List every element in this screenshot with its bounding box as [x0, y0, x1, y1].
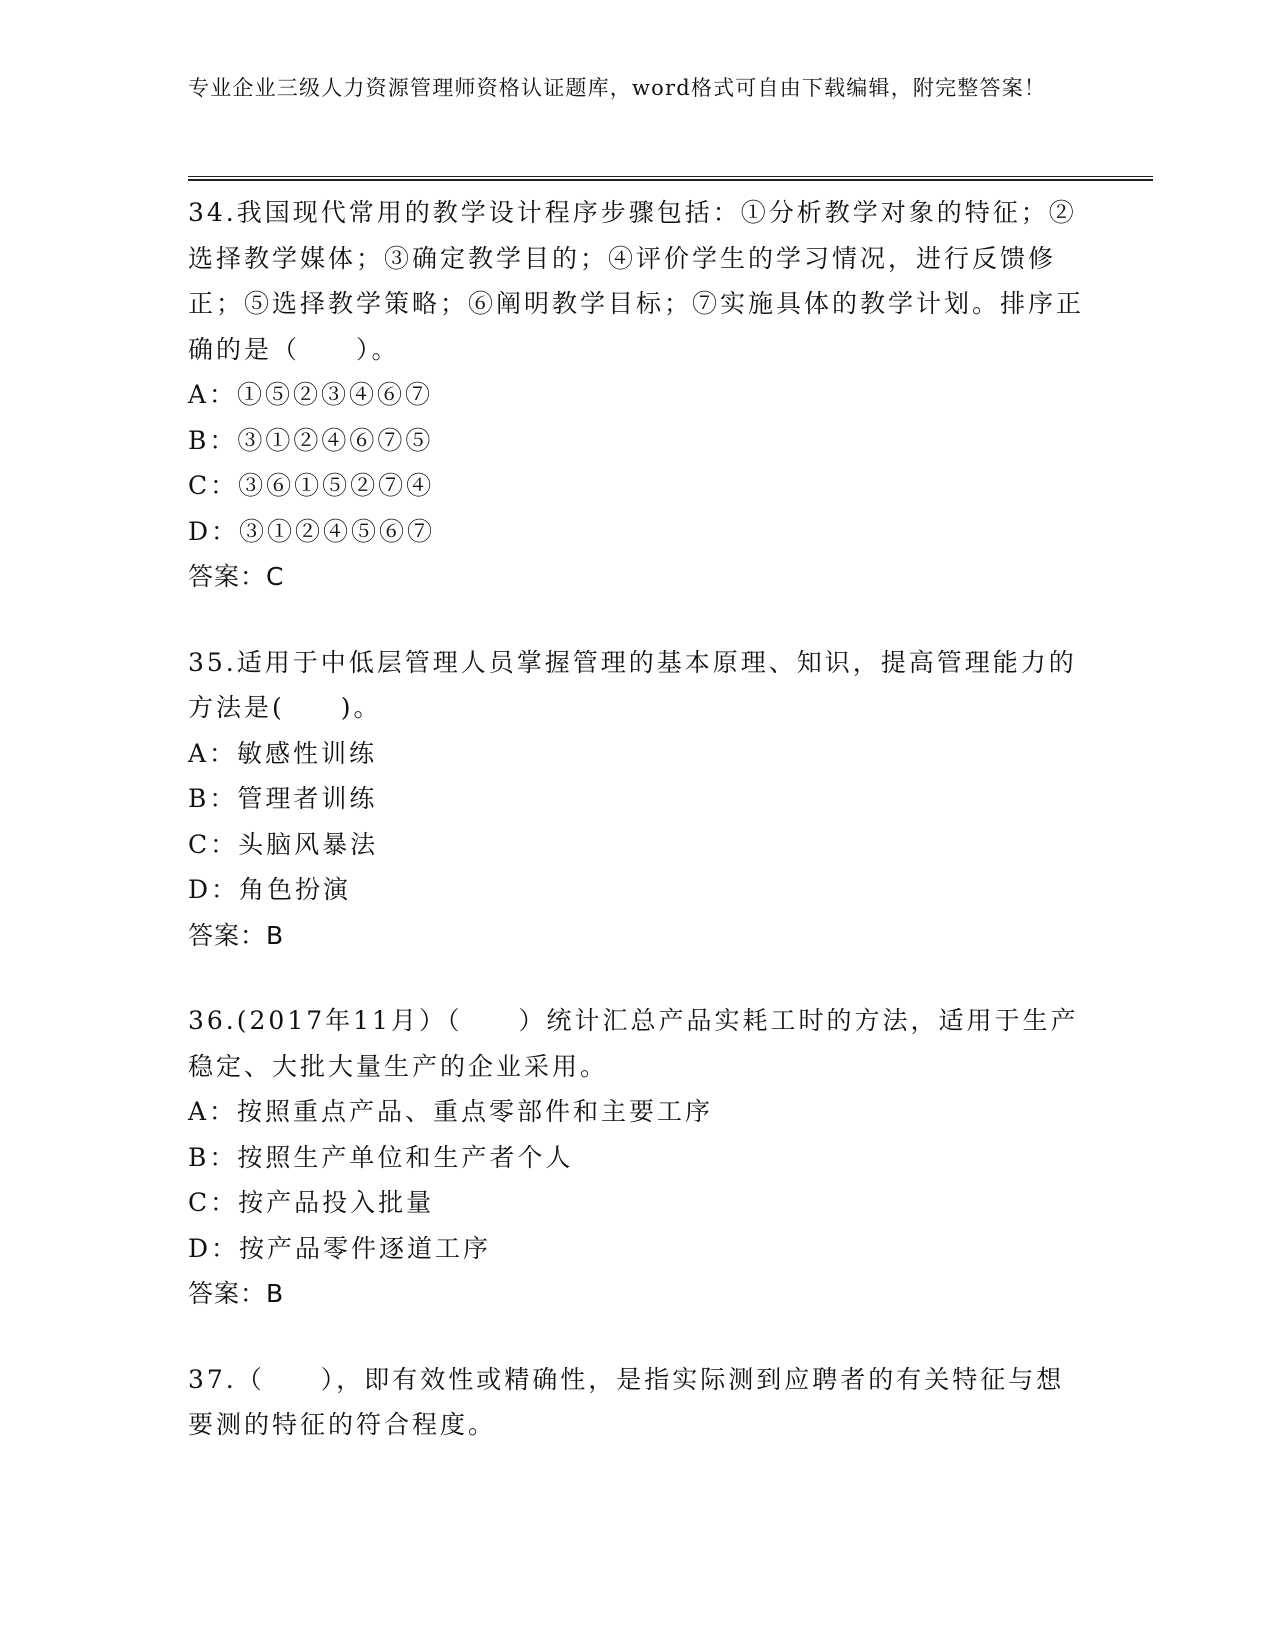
option-c: C：③⑥①⑤②⑦④ — [188, 471, 435, 500]
question-text: 37.（ ），即有效性或精确性，是指实际测到应聘者的有关特征与想要测的特征的符合程度。 — [188, 1364, 1065, 1439]
option-d: D：③①②④⑤⑥⑦ — [188, 516, 436, 546]
answer: 答案：B — [188, 1279, 285, 1308]
question-37 — [188, 1357, 1088, 1448]
option-d: D：按产品零件逐道工序 — [188, 1233, 492, 1263]
question-35 — [188, 640, 1088, 959]
option-a: A：敏感性训练 — [188, 738, 378, 768]
option-b: B：管理者训练 — [188, 784, 378, 813]
question-list — [188, 190, 1088, 1488]
question-text: 34.我国现代常用的教学设计程序步骤包括：①分析教学对象的特征；②选择教学媒体；③确定教学目的；④评价学生的学习情况，进行反馈修正；⑤选择教学策略；⑥阐明教学目标；⑦实施具体的教学计划。排序正确的是（ ）。 — [188, 198, 1085, 364]
question-34 — [188, 190, 1088, 600]
option-a: A：按照重点产品、重点零部件和主要工序 — [188, 1097, 714, 1126]
answer: 答案：C — [188, 562, 285, 591]
answer: 答案：B — [188, 920, 285, 950]
option-c: C：头脑风暴法 — [188, 829, 379, 859]
option-d: D：角色扮演 — [188, 875, 352, 904]
header-divider — [188, 176, 1153, 181]
question-text: 36.(2017年11月）（ ）统计汇总产品实耗工时的方法，适用于生产稳定、大批大量生产的企业采用。 — [188, 1006, 1079, 1081]
question-36 — [188, 998, 1088, 1317]
option-b: B：③①②④⑥⑦⑤ — [188, 425, 434, 455]
option-b: B：按照生产单位和生产者个人 — [188, 1142, 574, 1172]
question-text: 35.适用于中低层管理人员掌握管理的基本原理、知识，提高管理能力的方法是( )。 — [188, 647, 1077, 722]
option-a: A：①⑤②③④⑥⑦ — [188, 380, 434, 409]
option-c: C：按产品投入批量 — [188, 1188, 435, 1217]
page-header: 专业企业三级人力资源管理师资格认证题库，word格式可自由下载编辑，附完整答案！ — [188, 76, 1047, 100]
